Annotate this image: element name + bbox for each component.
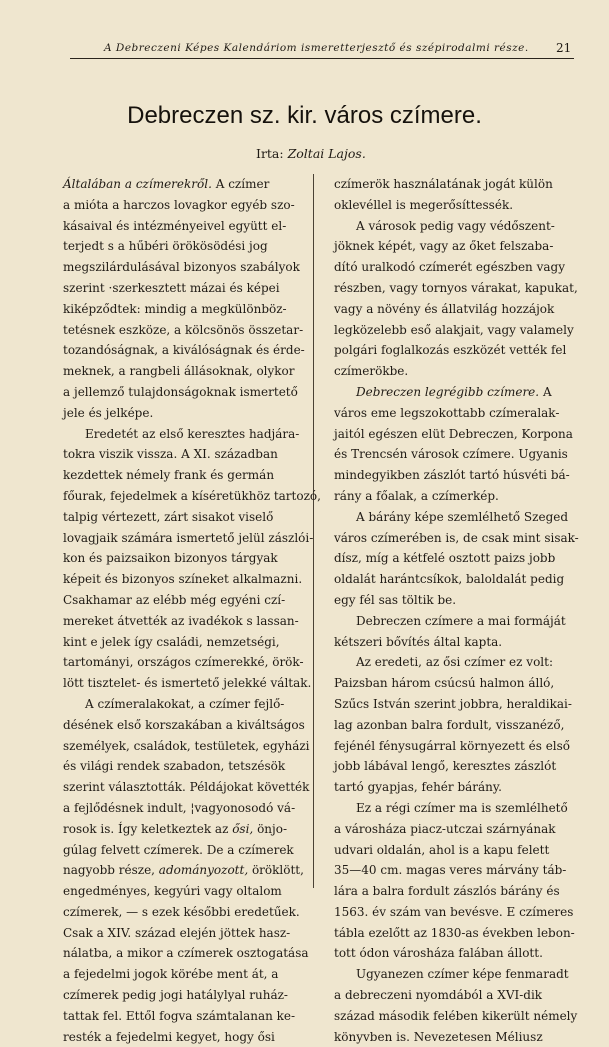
text-line: tartományi, országos czímerekké, örök- (63, 655, 304, 670)
text-line: A bárány képe szemlélhető Szeged (356, 509, 569, 524)
text-line: képeit és bizonyos színeket alkalmazni. (63, 572, 303, 587)
text-line: czímerek, — s ezek későbbi eredetűek. (63, 904, 300, 919)
text-line: czímerökbe. (334, 364, 409, 379)
text-line: tokra viszik vissza. A XI. században (63, 447, 278, 462)
paragraph (63, 694, 310, 1047)
text-line (63, 860, 304, 881)
text-line: legközelebb eső alakjait, vagy valamely (334, 322, 574, 337)
text-line: tott ódon városháza falában állott. (334, 946, 543, 961)
text-line: dísz, míg a kétfelé osztott paizs jobb (334, 551, 556, 566)
text-line: talpig vértezett, zárt sisakot viselő (63, 509, 274, 524)
paragraph (334, 382, 572, 507)
text-line: rány a főalak, a czímerkép. (334, 488, 499, 503)
text-line: kásaival és intézményeivel együtt el- (63, 218, 287, 233)
paragraph (63, 424, 321, 694)
italic-term: ősi, (232, 821, 254, 836)
text-line: oldalát harántcsíkok, baloldalát pedig (334, 572, 565, 587)
text-line: meknek, a rangbeli állásoknak, olykor (63, 364, 295, 379)
text-line: a fejlődésnek indult, ¦vagyonosodó vá- (63, 800, 296, 815)
text-line: jaitól egészen elüt Debreczen, Korpona (334, 426, 573, 441)
text-line: részben, vagy tornyos várakat, kapukat, (334, 280, 578, 295)
text-line: jele és jelképe. (63, 405, 154, 420)
text-line: terjedt s a hűbéri örökösödési jog (63, 239, 268, 254)
paragraph (63, 174, 305, 424)
paragraph (334, 964, 578, 1047)
text-line: város czímerében is, de csak mint sisak- (334, 530, 579, 545)
paragraph (334, 611, 572, 653)
text-line: Ugyanezen czímer képe fenmaradt (356, 967, 569, 982)
text-line: egy fél sas töltik be. (334, 592, 457, 607)
paragraph (334, 216, 578, 382)
text-line: A czímeralakokat, a czímer fejlő- (85, 696, 285, 711)
text-line: tábla ezelőtt az 1830-as években lebon- (334, 925, 575, 940)
section-heading: Általában a czímerekről. (63, 177, 212, 191)
paragraph (334, 652, 572, 798)
text-line: czímerök használatának jogát külön (334, 177, 553, 191)
text-line: könyvben is. Nevezetesen Méliusz (334, 1029, 543, 1044)
left-column (63, 174, 321, 1047)
text-line: kétszeri bővítés által kapta. (334, 634, 503, 649)
text-line: engedményes, kegyúri vagy oltalom (63, 884, 282, 899)
text-line: Eredetét az első keresztes hadjára- (85, 426, 300, 441)
text-line: lovagjaik számára ismertető jelül zászlói- (63, 530, 314, 545)
article-title: Debreczen sz. kir. város czímere. (127, 102, 482, 129)
text-line: kiképződtek: mindig a megkülönböz- (63, 301, 287, 316)
text-line: Az eredeti, az ősi czímer ez volt: (356, 655, 553, 670)
text-line: megszilárdulásával bizonyos szabályok (63, 260, 300, 275)
text-line: Paizsban három csúcsú halmon álló, (334, 676, 555, 691)
text-line: és Trencsén városok czímere. Ugyanis (334, 447, 568, 462)
text-line: kon és paizsaikon bizonyos tárgyak (63, 551, 278, 566)
paragraph (334, 798, 575, 964)
text-line: város eme legszokottabb czímeralak- (334, 405, 560, 420)
text-line: lött tisztelet- és ismertető jelekké váltak. (63, 676, 312, 691)
text-line: főurak, fejedelmek a kíséretükhöz tartozó, (63, 488, 321, 503)
text-line: dító uralkodó czímerét egészben vagy (334, 260, 565, 275)
text-line: tetésnek eszköze, a kölcsönös összetar- (63, 322, 304, 337)
text-line: és világi rendek szabadon, tetszésök (63, 759, 286, 774)
section-heading: Debreczen legrégibb czímere. (356, 384, 540, 399)
text-line: Csakhamar az elébb még egyéni czí- (63, 592, 286, 607)
text-line: resték a fejedelmi kegyet, hogy ősi (63, 1029, 275, 1044)
running-header: A Debreczeni Képes Kalendáriom ismeretterjesztő és szépirodalmi része. (104, 42, 529, 54)
text-line: kezdettek némely frank és germán (63, 468, 275, 483)
text-fragment: önjo- (253, 821, 288, 836)
text-line: mereket átvették az ivadékok s lassan- (63, 613, 299, 628)
text-line: tattak fel. Ettől fogva számtalanan ke- (63, 1008, 296, 1023)
text-line: szerint ·szerkesztett mázai és képei (63, 280, 280, 295)
page-number: 21 (556, 41, 572, 55)
text-line: mindegyikben zászlót tartó húsvéti bá- (334, 468, 570, 483)
text-line: gúlag felvett czímerek. De a czímerek (63, 842, 294, 857)
text-line: a mióta a harczos lovagkor egyéb szo- (63, 197, 295, 212)
text-fragment: nagyobb része, (63, 863, 159, 878)
byline (256, 146, 366, 161)
text-line (63, 819, 301, 840)
text-line: a fejedelmi jogok körébe ment át, a (63, 967, 279, 982)
text-line: Csak a XIV. század elején jöttek hasz- (63, 925, 291, 940)
text-line: 35—40 cm. magas veres márvány táb- (334, 863, 567, 878)
text-line: kint e jelek így családi, nemzetségi, (63, 634, 280, 649)
text-fragment: A (542, 384, 552, 399)
text-fragment: rosok is. Így keletkeztek az (63, 821, 233, 836)
text-line: A városok pedig vagy védőszent- (356, 218, 555, 233)
text-fragment: A czímer (215, 177, 270, 191)
text-line: tozandóságnak, a kiválóságnak és érde- (63, 343, 305, 358)
text-line: tartó gyapjas, fehér bárány. (334, 780, 502, 795)
byline-author: Zoltai Lajos. (287, 146, 366, 161)
byline-label: Irta: (256, 146, 284, 161)
text-line: század második felében kikerült némely (334, 1008, 578, 1023)
text-line: 1563. év szám van bevésve. E czímeres (334, 904, 574, 919)
text-line: Szűcs István szerint jobbra, heraldikai- (334, 696, 572, 711)
text-line (334, 382, 572, 403)
text-line: désének első korszakában a kiváltságos (63, 717, 305, 732)
text-line: személyek, családok, testületek, egyházi (63, 738, 310, 753)
text-line (63, 174, 301, 195)
text-line: Debreczen czímere a mai formáját (356, 613, 566, 628)
text-line: oklevéllel is megerősíttessék. (334, 197, 514, 212)
text-line: lára a balra fordult zászlós bárány és (334, 884, 560, 899)
text-line: fejénél fénysugárral környezett és első (334, 738, 571, 753)
text-line: udvari oldalán, ahol is a kapu felett (334, 842, 550, 857)
text-line: szerint választották. Példájokat követték (63, 780, 310, 795)
text-line: nálatba, a mikor a czímerek osztogatása (63, 946, 309, 961)
text-line: a debreczeni nyomdából a XVI-dik (334, 988, 543, 1003)
text-line: czímerek pedig jogi hatálylyal ruház- (63, 988, 288, 1003)
text-line: jöknek képét, vagy az őket felszaba- (334, 239, 554, 254)
right-column (334, 174, 579, 1047)
paragraph (334, 507, 579, 611)
text-line: a jellemző tulajdonságoknak ismertető (63, 384, 298, 399)
text-line: vagy a növény és állatvilág hozzájok (334, 301, 555, 316)
text-line: polgári foglalkozás eszközét vették fel (334, 343, 567, 358)
paragraph (334, 174, 572, 216)
text-line: jobb lábával lengő, keresztes zászlót (334, 759, 557, 774)
italic-term: adományozott, (158, 863, 249, 878)
text-line: a városháza piacz-utczai szárnyának (334, 821, 556, 836)
text-line: Ez a régi czímer ma is szemlélhető (356, 800, 568, 815)
text-fragment: öröklött, (248, 863, 304, 878)
text-line: lag azonban balra fordult, visszanéző, (334, 717, 565, 732)
header-rule (70, 58, 574, 59)
column-divider (313, 174, 314, 888)
